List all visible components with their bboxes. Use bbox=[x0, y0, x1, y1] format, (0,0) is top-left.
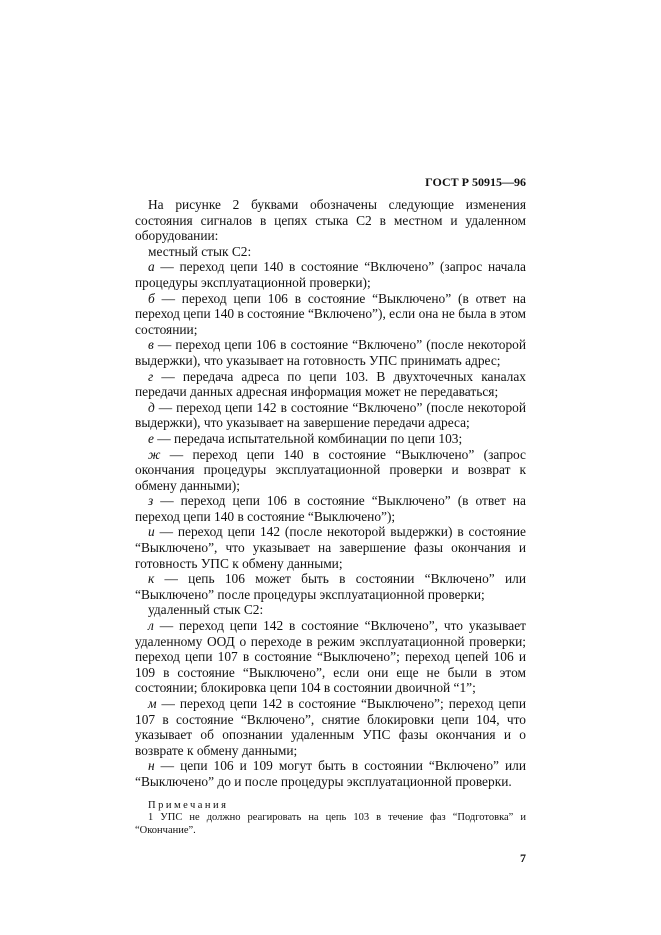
paragraph bbox=[135, 400, 526, 431]
paragraph-text: — передача адреса по цепи 103. В двухточечных каналах передачи данных адресная информация может не передаваться; bbox=[135, 368, 526, 400]
paragraph-text: — переход цепи 140 в состояние “Выключено” (запрос окончания процедуры эксплуатационной проверки и возврат к обмену данными); bbox=[135, 446, 526, 493]
paragraph-text: — переход цепи 106 в состояние “Выключено” (в ответ на переход цепи 140 в состояние “Выключено”); bbox=[135, 493, 526, 524]
paragraph bbox=[135, 602, 526, 618]
page-number: 7 bbox=[520, 851, 526, 866]
page bbox=[135, 175, 526, 865]
item-letter: з bbox=[148, 493, 154, 509]
paragraph-text: — переход цепи 140 в состояние “Включено” (запрос начала процедуры эксплуатационной проверки); bbox=[135, 259, 526, 290]
item-letter: м bbox=[148, 696, 157, 711]
paragraph-text: удаленный стык С2: bbox=[148, 602, 264, 618]
paragraph bbox=[135, 696, 526, 758]
item-letter: н bbox=[148, 758, 155, 774]
paragraph bbox=[135, 197, 526, 244]
item-letter: е bbox=[148, 430, 154, 446]
document-header: ГОСТ Р 50915—96 bbox=[425, 175, 526, 189]
paragraph bbox=[135, 431, 526, 447]
paragraph-text: местный стык С2: bbox=[148, 243, 252, 259]
paragraph bbox=[135, 369, 526, 400]
item-letter: б bbox=[148, 290, 155, 306]
document-body bbox=[135, 197, 526, 790]
paragraph bbox=[135, 291, 526, 338]
item-letter: а bbox=[148, 259, 155, 275]
paragraph bbox=[135, 571, 526, 602]
notes-section bbox=[135, 800, 526, 838]
paragraph-text: — переход цепи 142 в состояние “Включено” (после некоторой выдержки), что указывает на завершение передачи адреса; bbox=[135, 399, 526, 431]
paragraph-text: — переход цепи 106 в состояние “Включено” (после некоторой выдержки), что указывает на готовность УПС принимать адрес; bbox=[135, 337, 526, 368]
item-letter: л bbox=[148, 618, 154, 634]
paragraph-text: — цепь 106 может быть в состоянии “Включено” или “Выключено” после процедуры эксплуатационной проверки; bbox=[135, 571, 526, 602]
item-letter: ж bbox=[148, 446, 161, 462]
note-item: 1 УПС не должно реагировать на цепь 103 в течение фаз “Подготовка” и “Окончание”. bbox=[135, 812, 526, 836]
item-letter: в bbox=[148, 337, 154, 353]
item-letter: к bbox=[148, 571, 155, 587]
paragraph-text: На рисунке 2 буквами обозначены следующие изменения состояния сигналов в цепях стыка С2 в местном и удаленном оборудовании: bbox=[135, 197, 526, 244]
paragraph bbox=[135, 493, 526, 524]
paragraph bbox=[135, 618, 526, 696]
paragraph bbox=[135, 337, 526, 368]
item-letter: и bbox=[148, 524, 155, 540]
paragraph bbox=[135, 244, 526, 260]
paragraph-text: — передача испытательной комбинации по цепи 103; bbox=[153, 430, 463, 446]
paragraph-text: — переход цепи 106 в состояние “Выключено” (в ответ на переход цепи 140 в состояние “Включено”), если она не была в этом состоянии; bbox=[135, 290, 526, 337]
notes-title: Примечания bbox=[148, 799, 229, 811]
paragraph-text: — переход цепи 142 (после некоторой выдержки) в состояние “Выключено”, что указывает на завершение фазы окончания и готовность УПС к обмену данными; bbox=[135, 524, 526, 571]
paragraph-text: — переход цепи 142 в состояние “Включено”, что указывает удаленному ООД о переходе в режим эксплуатационной проверки; переход цепи 107 в состояние “Выключено”; переход цепей 106 и 109 в состояние “Выключено”, если они еще не были в этом состоянии; блокировка цепи 104 в состоянии двоичной “1”; bbox=[135, 618, 526, 696]
paragraph-text: — цепи 106 и 109 могут быть в состоянии “Включено” или “Выключено” до и после процедуры эксплуатационной проверки. bbox=[135, 758, 526, 789]
paragraph bbox=[135, 758, 526, 789]
paragraph-text: — переход цепи 142 в состояние “Выключено”; переход цепи 107 в состояние “Включено”, снятие блокировки цепи 104, что указывает об опознании удаленным УПС фазы окончания и о возврате к обмену данными; bbox=[135, 696, 526, 758]
paragraph bbox=[135, 259, 526, 290]
paragraph bbox=[135, 447, 526, 494]
item-letter: г bbox=[148, 368, 154, 384]
item-letter: д bbox=[148, 399, 155, 415]
paragraph bbox=[135, 524, 526, 571]
